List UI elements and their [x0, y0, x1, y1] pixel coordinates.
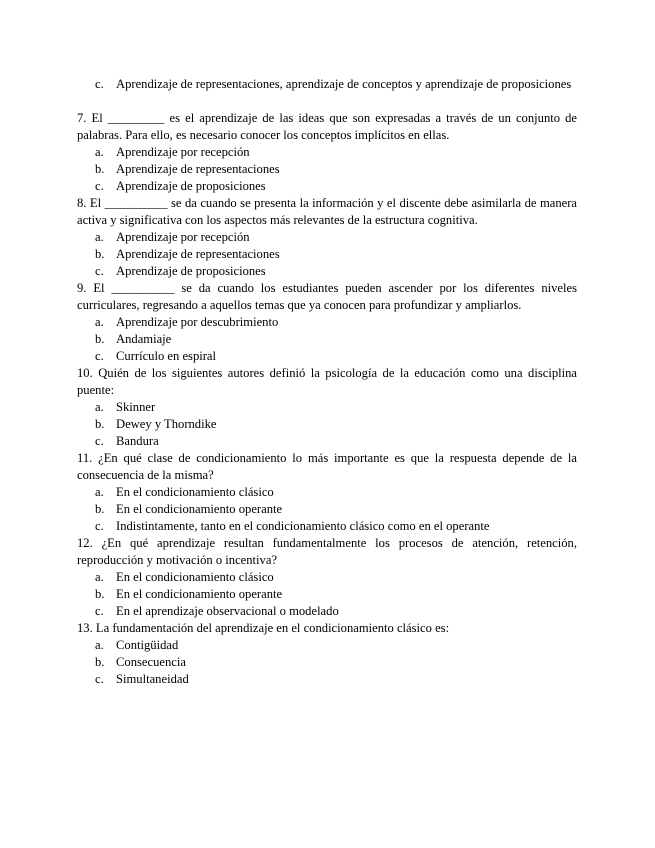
option-item — [77, 399, 577, 416]
option-letter: a. — [95, 638, 104, 652]
option-item — [77, 229, 577, 246]
option-text: Andamiaje — [116, 332, 172, 346]
option-item — [77, 569, 577, 586]
option-text: En el condicionamiento operante — [116, 587, 283, 601]
option-item — [77, 348, 577, 365]
option-letter: c. — [95, 349, 104, 363]
option-text: En el condicionamiento clásico — [116, 570, 274, 584]
option-letter: b. — [95, 332, 105, 346]
option-letter: c. — [95, 519, 104, 533]
option-item — [77, 586, 577, 603]
question-text: 8. El __________ se da cuando se presenta la información y el discente debe asimilarla de manera activa y significativa con los aspectos más relevantes de la estructura cognitiva. — [77, 196, 577, 227]
option-text: Aprendizaje por recepción — [116, 145, 250, 159]
option-text: Aprendizaje por recepción — [116, 230, 250, 244]
question-options — [77, 484, 577, 535]
question-block — [77, 450, 577, 535]
option-item — [77, 314, 577, 331]
option-letter: c. — [95, 672, 104, 686]
question-block — [77, 365, 577, 450]
option-letter: c. — [95, 604, 104, 618]
option-text: Indistintamente, tanto en el condicionamiento clásico como en el operante — [116, 519, 490, 533]
question-options — [77, 637, 577, 688]
option-text: Aprendizaje de representaciones — [116, 162, 280, 176]
option-item — [77, 484, 577, 501]
option-item — [77, 433, 577, 450]
option-item — [77, 76, 577, 93]
option-letter: b. — [95, 655, 105, 669]
option-letter: b. — [95, 587, 105, 601]
option-text: Aprendizaje por descubrimiento — [116, 315, 279, 329]
option-text: En el condicionamiento operante — [116, 502, 283, 516]
option-letter: a. — [95, 570, 104, 584]
option-item — [77, 637, 577, 654]
option-item — [77, 671, 577, 688]
question-options — [77, 399, 577, 450]
option-item — [77, 331, 577, 348]
option-item — [77, 178, 577, 195]
question-block — [77, 110, 577, 195]
question-text: 7. El _________ es el aprendizaje de las ideas que son expresadas a través de un conjunto de palabras. Para ello, es necesario conocer los conceptos implícitos en ellas. — [77, 111, 577, 142]
option-item — [77, 246, 577, 263]
question-options — [77, 314, 577, 365]
option-item — [77, 654, 577, 671]
option-text: Contigüidad — [116, 638, 179, 652]
option-item — [77, 501, 577, 518]
option-text: Aprendizaje de representaciones, aprendizaje de conceptos y aprendizaje de proposiciones — [116, 77, 572, 91]
option-letter: b. — [95, 502, 105, 516]
option-text: Simultaneidad — [116, 672, 189, 686]
option-letter: b. — [95, 162, 105, 176]
option-text: Aprendizaje de proposiciones — [116, 179, 266, 193]
question-block — [77, 280, 577, 365]
question-text: 9. El __________ se da cuando los estudiantes pueden ascender por los diferentes niveles curriculares, regresando a aquellos temas que ya conocen para profundizar y ampliarlos. — [77, 281, 577, 312]
document-content — [77, 76, 577, 688]
question-text: 10. Quién de los siguientes autores definió la psicología de la educación como una disciplina puente: — [77, 366, 577, 397]
option-text: En el condicionamiento clásico — [116, 485, 274, 499]
option-text: Aprendizaje de proposiciones — [116, 264, 266, 278]
option-item — [77, 603, 577, 620]
question-options — [77, 144, 577, 195]
question-block — [77, 195, 577, 280]
option-letter: a. — [95, 400, 104, 414]
option-text: Consecuencia — [116, 655, 186, 669]
question-options — [77, 569, 577, 620]
option-letter: b. — [95, 247, 105, 261]
option-letter: c. — [95, 434, 104, 448]
option-letter: c. — [95, 77, 104, 91]
question-block — [77, 535, 577, 620]
option-letter: c. — [95, 179, 104, 193]
option-item — [77, 144, 577, 161]
option-item — [77, 161, 577, 178]
option-item — [77, 263, 577, 280]
option-letter: a. — [95, 315, 104, 329]
option-letter: a. — [95, 145, 104, 159]
question-options — [77, 229, 577, 280]
question-text: 12. ¿En qué aprendizaje resultan fundamentalmente los procesos de atención, retención, reproducción y motivación o incentiva? — [77, 536, 577, 567]
option-letter: b. — [95, 417, 105, 431]
option-text: En el aprendizaje observacional o modelado — [116, 604, 339, 618]
continuation-options — [77, 76, 577, 93]
option-letter: c. — [95, 264, 104, 278]
question-text: 11. ¿En qué clase de condicionamiento lo más importante es que la respuesta depende de la consecuencia de la misma? — [77, 451, 577, 482]
option-text: Skinner — [116, 400, 156, 414]
option-letter: a. — [95, 230, 104, 244]
option-text: Currículo en espiral — [116, 349, 217, 363]
option-text: Bandura — [116, 434, 159, 448]
option-text: Dewey y Thorndike — [116, 417, 217, 431]
option-item — [77, 518, 577, 535]
question-text: 13. La fundamentación del aprendizaje en el condicionamiento clásico es: — [77, 621, 450, 635]
question-block — [77, 620, 577, 688]
spacer — [77, 93, 577, 110]
option-text: Aprendizaje de representaciones — [116, 247, 280, 261]
option-item — [77, 416, 577, 433]
option-letter: a. — [95, 485, 104, 499]
